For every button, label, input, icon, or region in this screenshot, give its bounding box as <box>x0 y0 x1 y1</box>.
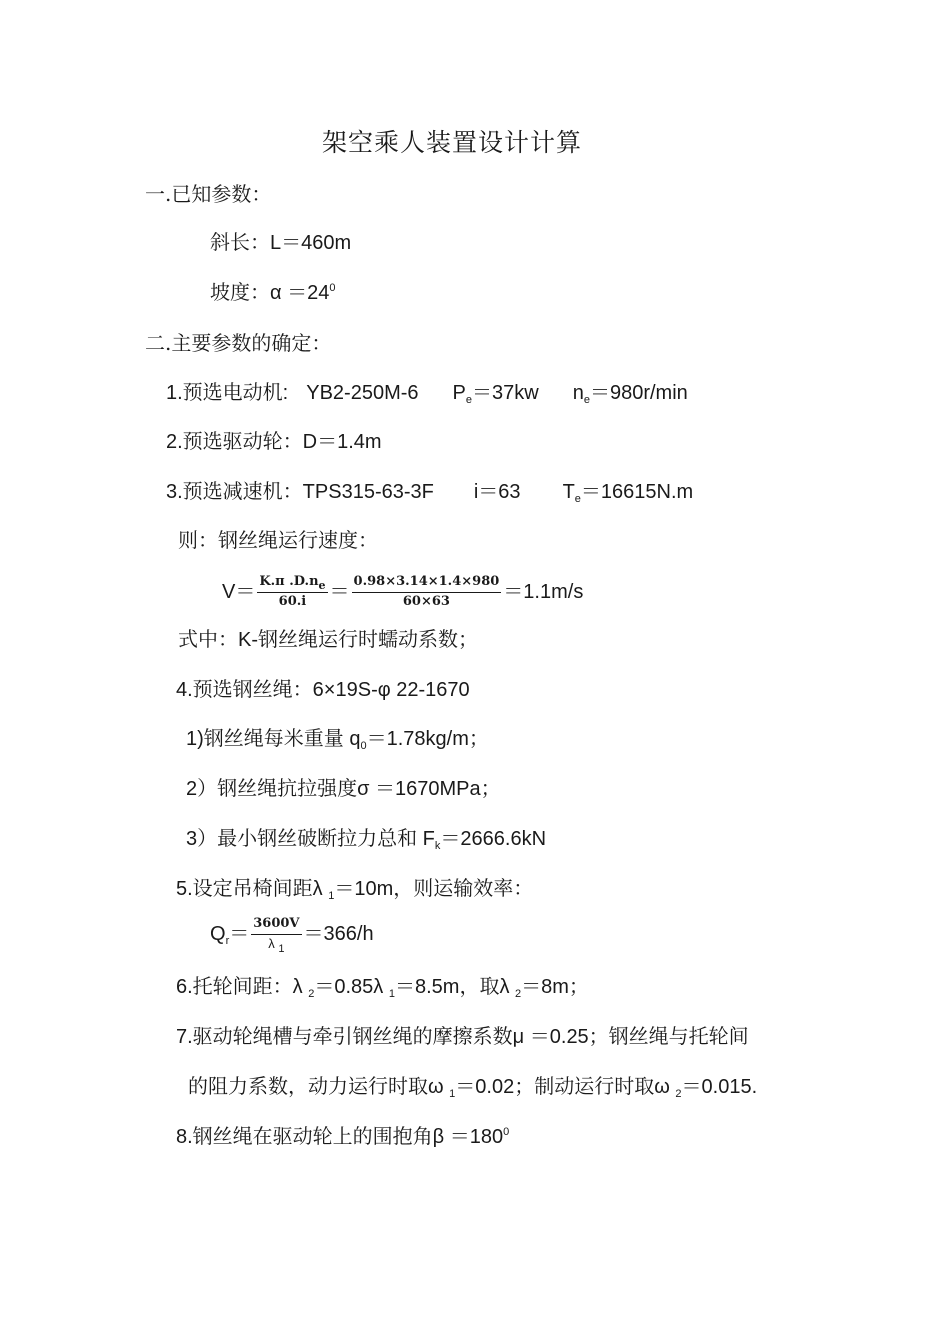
chair-spacing: 5.设定吊椅间距λ $_1$＝10m，则运输效率： <box>176 878 534 902</box>
rope-break-force: 3）最小钢丝破断拉力总和 $F_k=2666.6kN$ <box>186 828 547 852</box>
section-heading-main-params: 二.主要参数的确定： <box>145 331 332 355</box>
slope-length: 斜长：L＝460m <box>210 232 352 254</box>
drive-wheel: 2.预选驱动轮：D＝1.4m <box>166 431 382 453</box>
rope-weight: 1)钢丝绳每米重量 $q_0=1.78kg/m$； <box>186 728 489 752</box>
speed-fraction-2: $\frac{0.98\times 3.14\times 1.4\times 980}{60\times 63}$ <box>353 574 500 610</box>
efficiency-fraction: $\frac{3600V}{\lambda _1}$ <box>253 916 300 956</box>
rope-strength: 2）钢丝绳抗拉强度σ ＝1670MPa； <box>186 778 501 800</box>
idler-spacing: 6.托轮间距：λ $_2$＝0.85λ $_1$＝8.5m，取λ $_2$＝8m； <box>176 976 589 1000</box>
friction-coefficient: 7.驱动轮绳槽与牵引钢丝绳的摩擦系数μ ＝0.25；钢丝绳与托轮间 <box>176 1026 749 1048</box>
wrap-angle: 8.钢丝绳在驱动轮上的围抱角$\beta =180^0$ <box>176 1126 510 1148</box>
reducer-selection: 3.预选减速机：TPS315-63-3F i＝63 $T_e=16615N.m$ <box>166 481 694 505</box>
section-heading-known-params: 一.已知参数： <box>145 182 272 206</box>
speed-formula: V＝ $\frac{K.\pi .D.n_e}{60.i}$ ＝ $\frac{0.98\times 3.14\times 1.4\times 980}{60\times 63}$ ＝1.1m/s <box>222 574 584 610</box>
gradient: 坡度：$\alpha =24^0$ <box>210 282 336 304</box>
speed-intro: 则：钢丝绳运行速度： <box>178 530 378 552</box>
motor-selection: 1.预选电动机: YB2-250M-6 $P_e=37kw$ $n_e=980r/\min$ <box>166 382 688 406</box>
page-title: 架空乘人装置设计计算 <box>322 128 583 157</box>
speed-fraction-1: $\frac{K.\pi .D.n_e}{60.i}$ <box>259 574 326 610</box>
formula-note: 式中：K-钢丝绳运行时蠕动系数； <box>178 629 478 651</box>
rope-selection: 4.预选钢丝绳：6×19S-φ 22-1670 <box>176 679 470 701</box>
resistance-coefficient: 的阻力系数，动力运行时取ω $_1$＝0.02；制动运行时取ω $_2$＝0.015. <box>188 1076 758 1100</box>
efficiency-formula: $Q_r=$ $\frac{3600V}{\lambda _1}$ ＝366/h <box>210 916 374 956</box>
